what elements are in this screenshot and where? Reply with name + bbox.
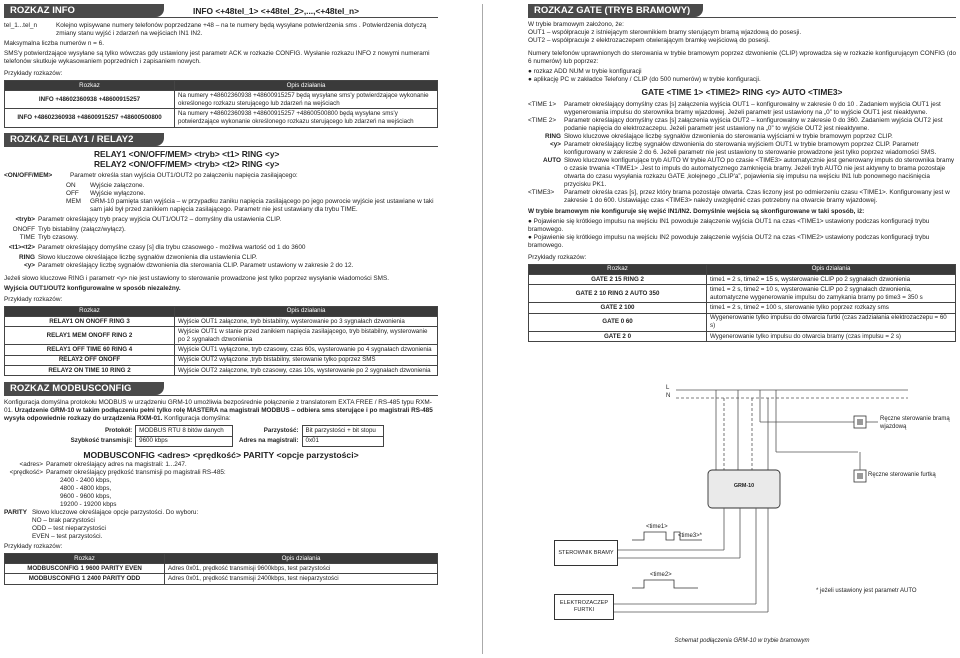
modbus-parity-label: Parzystość: <box>263 427 299 435</box>
relay-note: Jeżeli słowo kluczowe RING i parametr <y> nie jest ustawiony to sterowanie prowadzone jest tylko poprzez wysyłanie wiadomości SMS. <box>4 274 390 282</box>
wicket-button-label: Ręczne sterowanie furtką <box>868 472 936 478</box>
gate-t1-key: <TIME 1> <box>528 100 557 108</box>
gate-in1-text: Pojawienie się krótkiego impulsu na wejściu IN1 powoduje załączenie wyjścia OUT1 na czas <TIME1> ustawiony podczas konfiguracji trybu bramowego. <box>528 217 930 233</box>
relay-onoff-mode <box>4 226 438 234</box>
relay-on-desc: Wyjście załączone. <box>90 181 145 189</box>
relay-off <box>4 190 438 198</box>
table-row <box>5 316 438 326</box>
list-item: 9600 - 9600 kbps, <box>60 492 112 500</box>
lock-label: ELEKTROZACZEP FURTKI <box>559 600 609 613</box>
gate-t2-key: <TIME 2> <box>528 116 557 124</box>
modbus-row-cmd: MODBUSCONFIG 1 2400 PARITY ODD <box>5 574 165 584</box>
modbus-header: ROZKAZ MODBUSCONFIG <box>4 382 164 395</box>
modbus-th-desc: Opis działania <box>165 553 438 563</box>
gate-row-desc: Wygenerowanie tylko impulsu do otwarcia furtki (czas zadziałania elektrozaczepu = 60 s) <box>707 313 956 331</box>
table-row <box>64 436 384 446</box>
relay-off-desc: Wyjście wyłączone. <box>90 189 146 197</box>
relay-onoff <box>4 172 438 180</box>
relay-tryb <box>4 216 438 224</box>
modbus-speed <box>4 469 438 477</box>
gate-t3 <box>528 189 956 205</box>
gate-auto-key: AUTO <box>543 156 561 164</box>
gate-intro: W trybie bramowym założono, że: <box>528 21 624 28</box>
gate-y <box>528 141 956 157</box>
relay-ring-key: RING <box>19 253 35 261</box>
gate-examples-label: Przykłady rozkazów: <box>528 253 587 261</box>
l-label: L <box>666 385 670 391</box>
relay-mem-desc: GRM-10 pamięta stan wyjścia – w przypadku zaniku napięcia zasilającego po jego powrocie wyjście jest ustawiane w taki sam jaki był przed zanikiem napięcia zasilającego. Parametr nie jest ustawiany dla trybu TIME. <box>90 197 434 213</box>
relay-row-desc: Wyjście OUT1 w stanie przed zanikiem napięcia zasilającego, tryb bistabilny, wysterowanie po 2 sygnałach dzwonienia <box>175 327 438 345</box>
info-row-desc: Na numery +48602360938 +48600915257 +48600500800 będą wysyłane sms'y potwierdzające wykonanie określonego rozkazu sterującego lub zdarzeń na wejściach <box>175 109 438 127</box>
gate-in2-text: Pojawienie się krótkiego impulsu na wejściu IN2 powoduje załączenie wyjścia OUT2 na czas <TIME2> ustawiony podczas konfiguracji trybu bramowego. <box>528 233 930 249</box>
modbus-protocol-label: Protokół: <box>105 427 133 435</box>
info-param <box>4 22 438 38</box>
modbus-parity-list <box>4 517 438 541</box>
table-row <box>5 327 438 345</box>
list-item: 4800 - 4800 kbps, <box>60 484 112 492</box>
relay-t-key: <t1><t2> <box>8 243 35 251</box>
gate-out1: OUT1 – współpracuje z istniejącym sterownikiem bramy sterującym bramą wjazdową do posesji. <box>528 29 802 36</box>
relay-onoff-mode-key: ONOFF <box>12 225 35 233</box>
relay-header-bar <box>4 133 438 147</box>
info-row-cmd: INFO +48602360938 +48600915257 <box>5 91 175 109</box>
table-row <box>5 109 438 127</box>
relay-command-1: RELAY1 <ON/OFF/MEM> <tryb> <t1> RING <y> <box>94 148 280 159</box>
modbus-table <box>4 553 438 585</box>
gate-numbers: Numery telefonów uprawnionych do sterowania w trybie bramowym poprzez dzwonienie (CLIP) wprowadza się w rozkazie konfigurującym CONFIG (do 6 numerów) lub poprzez: <box>528 50 956 65</box>
gate-t1 <box>528 101 956 117</box>
modbus-adres-key: <adres> <box>19 460 43 468</box>
relay-row-desc: Wyjście OUT1 wyłączone, tryb czasowy, czas 60s, wysterowanie po 4 sygnałach dzwonienia <box>175 345 438 355</box>
table-row <box>5 564 438 574</box>
relay-time-mode-key: TIME <box>19 233 35 241</box>
relay-t <box>4 244 438 252</box>
modbus-addr-value: 0x01 <box>302 436 383 446</box>
relay-t-desc: Parametr określający domyślne czasy [s] dla trybu czasowego - możliwa wartość od 1 do 3600 <box>38 243 306 251</box>
modbus-parity-desc: Słowo kluczowe określające opcje parzystości. Do wyboru: <box>32 508 199 516</box>
gate-row-desc: time1 = 2 s, time2 = 15 s, wysterowanie CLIP po 2 sygnałach dzwonienia <box>707 274 956 284</box>
gate-in1: ● Pojawienie się krótkiego impulsu na wejściu IN1 powoduje załączenie wyjścia OUT1 na czas <TIME1> ustawiony podczas konfiguracji trybu bramowego. <box>528 217 930 233</box>
wicket-button-cap <box>857 473 863 479</box>
gate-ring <box>528 133 956 141</box>
table-row <box>5 366 438 376</box>
modbus-speed-list <box>4 477 438 509</box>
section-info <box>4 4 438 128</box>
gate-auto-desc: Słowo kluczowe konfigurujące tryb AUTO W trybie AUTO po czasie <TIME3> automatycznie jest generowany impuls do sterownika bramy o czasie trwania <TIME1> .Jest to impuls do automatycznego zamknięcia bramy. Jeżeli tryb AUTO nie jest aktywny to brama pozostaje otwarta do czasu wysyłania rozkazu GATE ,kolejnego „CLIP'a”, pojawienia się impulsu na wejściu IN1 lub ponownego naciśnięcia przycisku PK1. <box>564 156 955 188</box>
info-param-key: tel_1...tel_n <box>4 22 38 29</box>
relay-ring <box>4 254 438 262</box>
modbus-defaults-table <box>64 425 384 447</box>
modbus-adres <box>4 461 438 469</box>
gate-t1-desc: Parametr określający domyślny czas [s] załączenia wyjścia OUT1 – konfigurowalny w zakresie 0 do 10 . Zadaniem wyjścia OUT1 jest wygenerowania impulsu do sterownika bramy wjazdowej. Jeżeli parametr jest ustawiony na „0” to wyjście OUT1 jest nieaktywne. <box>564 100 941 116</box>
gate-t2 <box>528 117 956 133</box>
modbus-protocol-value: MODBUS RTU 8 bitów danych <box>136 426 232 436</box>
modbus-header-bar <box>4 382 438 396</box>
relay-row-cmd: RELAY2 OFF ONOFF <box>5 355 175 365</box>
gate-in2: ● Pojawienie się krótkiego impulsu na wejściu IN2 powoduje załączenie wyjścia OUT2 na czas <TIME2> ustawiony podczas konfiguracji trybu bramowego. <box>528 233 930 249</box>
relay-note-bold: Wyjścia OUT1/OUT2 konfigurowalne w sposób niezależny. <box>4 284 181 292</box>
gate-command: GATE <TIME 1> <TIME2> RING <y> AUTO <TIME3> <box>641 87 843 97</box>
relay-off-key: OFF <box>66 189 79 197</box>
table-row <box>5 574 438 584</box>
gate-t3-desc: Parametr określa czas [s], przez który brama pozostaje otwarta. Czas liczony jest po odmierzeniu czasu <TIME1>. Konfigurowany jest w zakresie 1 do 600. Ustawiając czas <TIME3> należy uwzględnić czas potrzebny na otwarcie bramy wjazdowej. <box>564 188 950 204</box>
relay-y-key: <y> <box>23 261 35 269</box>
info-row-desc: Na numery +48602360938 +48600915257 będą wysyłane sms'y potwierdzające wykonanie określonego rozkazu sterującego lub zdarzeń na wejściach <box>175 91 438 109</box>
relay-mem-key: MEM <box>66 197 81 205</box>
time2-pulse <box>632 580 698 588</box>
relay-row-cmd: RELAY2 ON TIME 10 RING 2 <box>5 366 175 376</box>
info-examples-label: Przykłady rozkazów: <box>4 70 63 77</box>
relay-tryb-key: <tryb> <box>15 215 35 223</box>
relay-row-cmd: RELAY1 MEM ONOFF RING 2 <box>5 327 175 345</box>
relay-row-desc: Wyjście OUT2 załączone, tryb czasowy, czas 10s, wysterowanie po 2 sygnałach dzwonienia <box>175 366 438 376</box>
modbus-speed-value: 9600 kbps <box>136 436 232 446</box>
modbus-intro-2: Konfiguracja domyślna: <box>164 415 231 423</box>
relay-time-mode-desc: Tryb czasowy. <box>38 233 79 241</box>
column-divider <box>482 4 483 654</box>
time1-label: <time1> <box>646 524 668 530</box>
relay-time-mode <box>4 234 438 242</box>
gate-row-cmd: GATE 2 10 RING 2 AUTO 350 <box>529 285 707 303</box>
relay-th-cmd: Rozkaz <box>5 306 175 316</box>
relay-examples-label: Przykłady rozkazów: <box>4 295 63 303</box>
modbus-th-cmd: Rozkaz <box>5 553 165 563</box>
gate-y-desc: Parametr określający liczbę sygnałów dzwonienia do sterowania wyjściem OUT1 w trybie bramowym poprzez CLIP. Parametr konfigurowany w zakresie 2 do 6. Jeżeli parametr nie jest ustawiony to sterowanie prowadzone jest tylko poprzez wiadomości SMS. <box>564 140 937 156</box>
gate-row-cmd: GATE 0 60 <box>529 313 707 331</box>
relay-table <box>4 306 438 377</box>
modbus-intro <box>4 399 438 423</box>
modbus-examples-label: Przykłady rozkazów: <box>4 542 63 550</box>
gate-controller-box <box>554 540 618 566</box>
gate-button-label: Ręczne sterowanie bramą wjazdową <box>880 416 950 430</box>
gate-controller-label: STEROWNIK BRAMY <box>558 549 614 556</box>
section-relay <box>4 133 438 377</box>
list-item: ODD – test nieparzystości <box>32 524 106 532</box>
relay-mem <box>4 198 438 214</box>
table-row <box>5 345 438 355</box>
relay-on <box>4 182 438 190</box>
relay-onoff-key: <ON/OFF/MEM> <box>4 171 53 179</box>
table-row <box>5 355 438 365</box>
gate-header: ROZKAZ GATE (TRYB BRAMOWY) <box>528 4 703 17</box>
gate-th-cmd: Rozkaz <box>529 264 707 274</box>
gate-bullet-2: ● aplikację PC w zakładce Telefony / CLIP (do 500 numerów) w trybie konfiguracji. <box>528 76 761 83</box>
gate-t2-desc: Parametr określający domyślny czas [s] załączenia wyjścia OUT2 – konfigurowalny w zakresie 0 do 360. Zadaniem wyjścia OUT2 jest podanie napięcia do elektrozaczepu. Jeżeli parametr jest ustawiony na „0” to wyjście OUT2 jest nieaktywne. <box>564 116 943 132</box>
gate-ring-desc: Słowo kluczowe określające liczbę sygnałów dzwonienia do sterowania wyjściami w trybie bramowym poprzez CLIP. <box>564 132 893 140</box>
info-th-cmd: Rozkaz <box>5 81 175 91</box>
list-item: NO – brak parzystości <box>32 516 95 524</box>
list-item: EVEN – test parzystości. <box>32 532 103 540</box>
info-table <box>4 80 438 128</box>
gate-button-cap <box>857 419 863 425</box>
relay-row-cmd: RELAY1 ON ONOFF RING 3 <box>5 316 175 326</box>
table-row <box>529 274 956 284</box>
modbus-speed-label: Szybkość transmisji: <box>70 437 133 445</box>
gate-row-desc: time1 = 2 s, time2 = 10 s, wysterowanie CLIP po 2 sygnałach dzwonienia, automatyczne wygenerowanie impulsu do zamykania bramy po time3 = 350 s <box>707 285 956 303</box>
relay-y <box>4 262 438 270</box>
device-label: GRM-10 <box>733 483 755 489</box>
info-th-desc: Opis działania <box>175 81 438 91</box>
gate-row-cmd: GATE 2 100 <box>529 303 707 313</box>
relay-row-desc: Wyjście OUT1 załączone, tryb bistabilny, wysterowanie po 3 sygnałach dzwonienia <box>175 316 438 326</box>
relay-onoff-mode-desc: Tryb bistabilny (załącz/wyłącz). <box>38 225 126 233</box>
table-row <box>64 426 384 436</box>
n-label: N <box>666 393 671 399</box>
table-row <box>529 313 956 331</box>
gate-row-desc: Wygenerowanie tylko impulsu do otwarcia bramy (czas impulsu = 2 s) <box>707 331 956 341</box>
relay-th-desc: Opis działania <box>175 306 438 316</box>
auto-note: * jeżeli ustawiony jest parametr AUTO <box>816 588 917 594</box>
info-header: ROZKAZ INFO <box>4 4 164 17</box>
gate-th-desc: Opis działania <box>707 264 956 274</box>
modbus-speed-desc: Parametr określający prędkość transmisji po magistrali RS-485: <box>46 468 226 476</box>
modbus-addr-label: Adres na magistrali: <box>239 437 299 445</box>
relay-ring-desc: Słowo kluczowe określające liczbę sygnałów dzwonienia dla ustawienia CLIP. <box>38 253 258 261</box>
relay-y-desc: Parametr określający liczbę sygnałów dzwonienia dla sterowania CLIP. Parametr ustawiony w zakresie 2 do 12. <box>38 261 354 269</box>
gate-row-cmd: GATE 2 15 RING 2 <box>529 274 707 284</box>
gate-bullet-1: ● rozkaz ADD NUM w trybie konfiguracji <box>528 68 642 75</box>
relay-command-2: RELAY2 <ON/OFF/MEM> <tryb> <t2> RING <y> <box>94 159 280 170</box>
time2-label: <time2> <box>650 572 672 578</box>
table-row <box>5 91 438 109</box>
modbus-row-cmd: MODBUSCONFIG 1 9600 PARITY EVEN <box>5 564 165 574</box>
gate-row-cmd: GATE 2 0 <box>529 331 707 341</box>
time3-label: <time3>* <box>678 533 703 539</box>
modbus-parity-value: Bit parzystości + bit stopu <box>302 426 383 436</box>
modbus-adres-desc: Parametr określający adres na magistrali: 1...247. <box>46 460 187 468</box>
gate-y-key: <y> <box>549 140 561 148</box>
modbus-row-desc: Adres 0x01, prędkość transmisji 9600kbps, test parzystości <box>165 564 438 574</box>
info-param-desc: Kolejno wpisywane numery telefonów poprzedzane +48 – na te numery będą wysyłane potwierdzenia sms . Potwierdzenia dotyczą zmiany stanu wyjść i zdarzeń na wejściach IN1 IN2. <box>56 22 427 37</box>
table-row <box>529 331 956 341</box>
table-row <box>529 285 956 303</box>
list-item: 19200 - 19200 kbps <box>60 500 117 508</box>
gate-t3-key: <TIME3> <box>528 188 555 196</box>
modbus-intro-bold: Urządzenie GRM-10 w takim podłączeniu pełni tylko rolę MASTERA na magistrali MODBUS – odbiera sms sterujące i po magistrali RS-485 wysyła odpowiednie rozkazy do urządzenia RXM-01. <box>4 407 433 423</box>
table-row <box>529 303 956 313</box>
gate-bullet-1-text: rozkaz ADD NUM w trybie konfiguracji <box>533 68 642 75</box>
left-column <box>4 4 438 654</box>
gate-bullet-2-text: aplikację PC w zakładce Telefony / CLIP (do 500 numerów) w trybie konfiguracji. <box>533 76 761 83</box>
gate-inputs-title: W trybie bramowym nie konfiguruje się wejść IN1/IN2. Domyślnie wejścia są skonfigurowane w taki sposób, iż: <box>528 207 865 215</box>
relay-row-desc: Wyjście OUT2 wyłączone ,tryb bistabilny, sterowanie tylko poprzez SMS <box>175 355 438 365</box>
info-sms-note: SMS'y potwierdzające wysyłane są tylko wówczas gdy ustawiony jest parametr ACK w rozkazie CONFIG. Wysłanie rozkazu INFO z nowymi numerami telefonów skutkuje wykasowaniem poprzednich i zapisaniem nowych. <box>4 50 430 65</box>
gate-ring-key: RING <box>545 132 561 140</box>
info-command: INFO <+48tel_1> <+48tel_2>,...,<+48tel_n> <box>193 6 359 16</box>
section-modbus <box>4 382 438 584</box>
gate-table <box>528 264 956 343</box>
info-max-numbers: Maksymalna liczba numerów n = 6. <box>4 40 104 47</box>
relay-onoff-desc: Parametr określa stan wyjścia OUT1/OUT2 po załączeniu napięcia zasilającego: <box>70 171 298 179</box>
gate-row-desc: time1 = 2 s, time2 = 100 s, sterowanie tylko poprzez rozkazy sms <box>707 303 956 313</box>
modbus-parity <box>4 509 438 517</box>
modbus-speed-key: <prędkość> <box>9 468 43 476</box>
modbus-row-desc: Adres 0x01, prędkość transmisji 2400kbps, test nieparzystości <box>165 574 438 584</box>
relay-row-cmd: RELAY1 OFF TIME 60 RING 4 <box>5 345 175 355</box>
lock-box <box>554 594 614 620</box>
relay-tryb-desc: Parametr określający tryb pracy wyjścia OUT1/OUT2 – domyślny dla ustawienia CLIP. <box>38 215 282 223</box>
diagram-caption: Schemat podłączenia GRM-10 w trybie bramowym <box>674 638 810 644</box>
modbus-parity-key: PARITY <box>4 508 27 516</box>
modbus-command: MODBUSCONFIG <adres> <prędkość> PARITY <opcje parzystości> <box>83 450 359 461</box>
gate-out2: OUT2 – współpracuje z elektrozaczepem otwierającym bramkę wejściową do posesji. <box>528 37 770 44</box>
gate-header-bar <box>528 4 956 18</box>
wiring-diagram <box>528 382 956 652</box>
gate-auto <box>528 157 956 189</box>
list-item: 2400 - 2400 kbps, <box>60 476 112 484</box>
info-row-cmd: INFO +48602360938 +48600915257 +48600500800 <box>5 109 175 127</box>
modbus-intro-1: Konfiguracja domyślna protokołu MODBUS w urządzeniu GRM-10 umożliwia bezpośrednie połączenie z translatorem EXTA FREE / RS-485 typu RXM-01. <box>4 399 432 415</box>
relay-header: ROZKAZ RELAY1 / RELAY2 <box>4 133 164 146</box>
relay-on-key: ON <box>66 181 76 189</box>
